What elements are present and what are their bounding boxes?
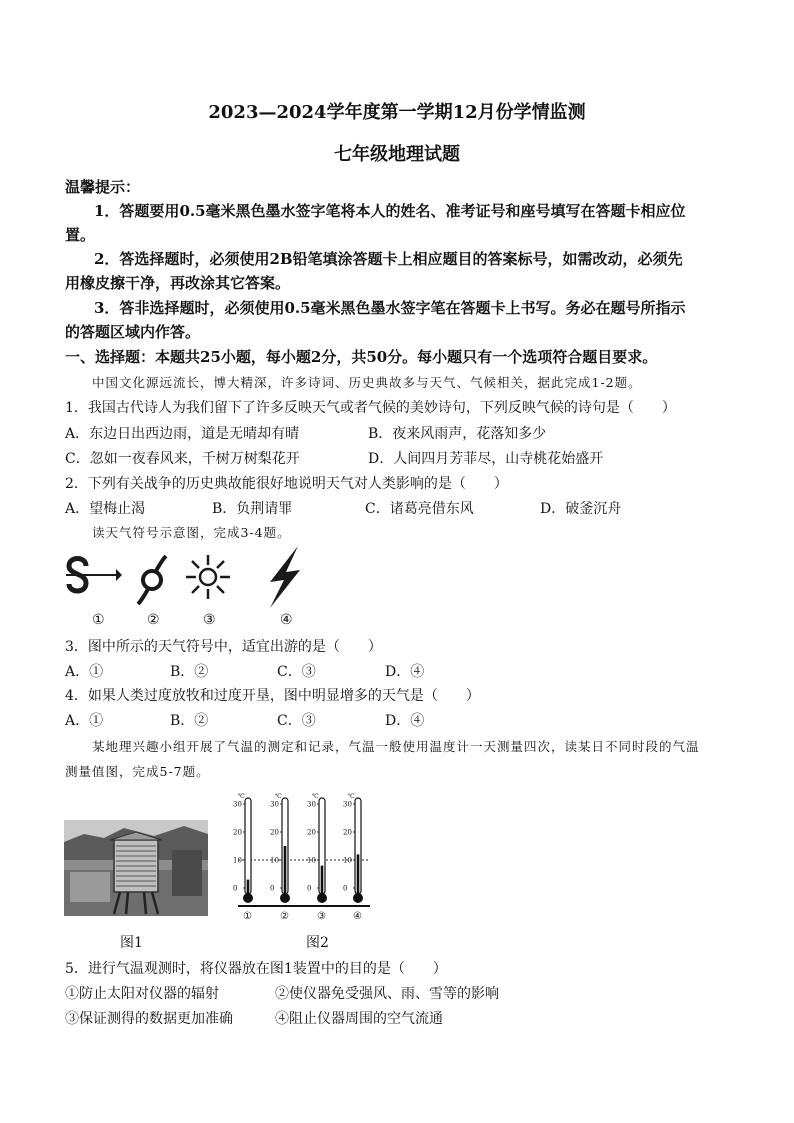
thermometer-1-tick-10: 10 xyxy=(233,856,242,865)
symbol-label-1: ① xyxy=(92,612,105,628)
thermometer-2-bulb xyxy=(280,893,290,903)
thermometer-3-label: ③ xyxy=(317,911,326,922)
tip-2-line-1: 2．答选择题时，必须使用2B铅笔填涂答题卡上相应题目的答案标号，如需改动，必须先 xyxy=(94,250,683,268)
lightning-icon xyxy=(270,546,300,608)
thermometer-1-bulb xyxy=(243,893,253,903)
intro-q5-q7-line-1: 某地理兴趣小组开展了气温的测定和记录，气温一般使用温度计一天测量四次，读某日不同时段的气温 xyxy=(92,739,700,754)
thermometer-3-unit: ℃ xyxy=(312,793,319,800)
intro-q3-q4: 读天气符号示意图，完成3-4题。 xyxy=(92,525,291,540)
thermometer-4-label: ④ xyxy=(353,911,362,922)
thermometer-1-unit: ℃ xyxy=(238,793,245,800)
thermometer-3-bulb xyxy=(317,893,327,903)
thermometer-1-tube xyxy=(245,798,251,894)
q3-option-a: A．① xyxy=(65,664,104,680)
thermometer-4-mercury xyxy=(357,854,360,894)
q3-stem: 3．图中所示的天气符号中，适宜出游的是（ ） xyxy=(65,639,382,655)
thermometer-3-tick-10: 10 xyxy=(307,856,316,865)
thermometer-4-bulb xyxy=(353,893,363,903)
thermometer-4-unit: ℃ xyxy=(348,793,355,800)
q5-statement-1: ①防止太阳对仪器的辐射 xyxy=(65,986,219,1002)
q5-stem: 5．进行气温观测时，将仪器放在图1装置中的目的是（ ） xyxy=(65,961,447,977)
thermometer-2-unit: ℃ xyxy=(275,793,282,800)
symbol-label-2: ② xyxy=(147,612,160,628)
weather-symbols-figure xyxy=(62,544,322,614)
q2-stem: 2．下列有关战争的历史典故能很好地说明天气对人类影响的是（ ） xyxy=(65,476,508,492)
thermometer-2-tick-0: 0 xyxy=(270,884,275,893)
q4-option-c: C．③ xyxy=(277,713,316,729)
exam-subtitle: 七年级地理试题 xyxy=(334,144,460,165)
thermometer-2-tick-10: 10 xyxy=(270,856,279,865)
sandstorm-icon xyxy=(66,559,122,592)
q3-option-d: D．④ xyxy=(385,664,425,680)
q3-option-c: C．③ xyxy=(277,664,316,680)
thermometer-3-tick-20: 20 xyxy=(307,828,316,837)
q2-option-d: D．破釜沉舟 xyxy=(540,501,622,517)
q1-option-b: B．夜来风雨声，花落知多少 xyxy=(368,426,547,442)
thermometer-3-tick-30: 30 xyxy=(307,800,316,809)
q4-option-b: B．② xyxy=(170,713,209,729)
thermometer-1-label: ① xyxy=(243,911,252,922)
q1-stem: 1．我国古代诗人为我们留下了许多反映天气或者气候的美妙诗句，下列反映气候的诗句是（ ） xyxy=(65,400,676,416)
sunny-icon xyxy=(186,555,230,599)
thermometer-3-mercury xyxy=(321,866,324,894)
typhoon-icon xyxy=(138,556,166,604)
q1-option-d: D．人间四月芳菲尽，山寺桃花始盛开 xyxy=(368,451,604,467)
tip-3-line-2: 的答题区域内作答。 xyxy=(65,323,201,341)
fig2-thermometers xyxy=(224,790,374,922)
exam-title: 2023—2024学年度第一学期12月份学情监测 xyxy=(208,102,586,123)
fig1-louver-box-photo xyxy=(64,820,208,916)
symbol-label-3: ③ xyxy=(203,612,216,628)
q5-statement-4: ④阻止仪器周围的空气流通 xyxy=(275,1011,443,1027)
intro-q1-q2: 中国文化源远流长，博大精深，许多诗词、历史典故多与天气、气候相关，据此完成1-2题。 xyxy=(92,375,642,390)
q4-option-a: A．① xyxy=(65,713,104,729)
thermometer-4-tick-10: 10 xyxy=(343,856,352,865)
thermometer-1-tick-20: 20 xyxy=(233,828,242,837)
q4-option-d: D．④ xyxy=(385,713,425,729)
q1-option-c: C．忽如一夜春风来，千树万树梨花开 xyxy=(65,451,300,467)
thermometer-3-tick-0: 0 xyxy=(307,884,312,893)
thermometer-4-tick-20: 20 xyxy=(343,828,352,837)
thermometer-4-tick-0: 0 xyxy=(343,884,348,893)
tip-3-line-1: 3．答非选择题时，必须使用0.5毫米黑色墨水签字笔在答题卡上书写。务必在题号所指示 xyxy=(94,299,686,317)
thermometer-1-mercury xyxy=(247,880,250,894)
thermometer-1-tick-0: 0 xyxy=(233,884,238,893)
tip-1-line-1: 1．答题要用0.5毫米黑色墨水签字笔将本人的姓名、准考证号和座号填写在答题卡相应位 xyxy=(94,202,686,220)
fig2-caption: 图2 xyxy=(306,935,329,951)
intro-q5-q7-line-2: 测量值图，完成5-7题。 xyxy=(65,764,210,779)
q1-option-a: A．东边日出西边雨，道是无晴却有晴 xyxy=(65,426,300,442)
tip-1-line-2: 置。 xyxy=(65,226,96,244)
q3-option-b: B．② xyxy=(170,664,209,680)
symbol-label-4: ④ xyxy=(280,612,293,628)
q2-option-b: B．负荆请罪 xyxy=(212,501,293,517)
thermometer-4-tick-30: 30 xyxy=(343,800,352,809)
q2-option-a: A．望梅止渴 xyxy=(65,501,146,517)
thermometer-2-mercury xyxy=(284,846,287,894)
thermometer-2-tick-30: 30 xyxy=(270,800,279,809)
q4-stem: 4．如果人类过度放牧和过度开垦，图中明显增多的天气是（ ） xyxy=(65,688,480,704)
tips-heading: 温馨提示： xyxy=(65,178,141,196)
thermometer-1-tick-30: 30 xyxy=(233,800,242,809)
section-1-heading: 一、选择题：本题共25小题，每小题2分，共50分。每小题只有一个选项符合题目要求。 xyxy=(65,348,658,366)
tip-2-line-2: 用橡皮擦干净，再改涂其它答案。 xyxy=(65,274,291,292)
thermometer-2-label: ② xyxy=(280,911,289,922)
thermometer-2-tick-20: 20 xyxy=(270,828,279,837)
q5-statement-2: ②使仪器免受强风、雨、雪等的影响 xyxy=(275,986,499,1002)
q2-option-c: C．诸葛亮借东风 xyxy=(365,501,474,517)
q5-statement-3: ③保证测得的数据更加准确 xyxy=(65,1011,233,1027)
fig1-caption: 图1 xyxy=(120,935,143,951)
